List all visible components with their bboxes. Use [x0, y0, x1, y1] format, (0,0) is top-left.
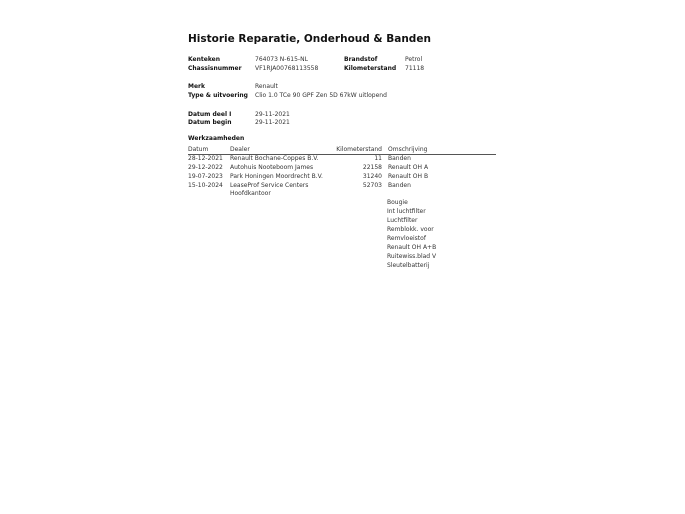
- row-description: Renault OH B: [388, 173, 429, 180]
- merk-value: Renault: [255, 83, 278, 90]
- list-item: Bougie: [387, 199, 408, 206]
- row-km: 22158: [362, 164, 382, 171]
- row-dealer: LeaseProf Service Centers Hoofdkantoor: [230, 182, 309, 197]
- list-item: Remblokk. voor: [387, 226, 434, 233]
- brandstof-label: Brandstof: [344, 56, 378, 63]
- list-item: Sleutelbatterij: [387, 262, 430, 269]
- page-title: Historie Reparatie, Onderhoud & Banden: [188, 33, 431, 45]
- section-title-werkzaamheden: Werkzaamheden: [188, 135, 245, 142]
- datum-deel-label: Datum deel I: [188, 111, 232, 118]
- kenteken-label: Kenteken: [188, 56, 220, 63]
- type-value: Clio 1.0 TCe 90 GPF Zen 5D 67kW uitlopend: [255, 92, 387, 99]
- table-row: [188, 182, 496, 198]
- datum-begin-value: 29-11-2021: [255, 119, 290, 126]
- row-date: 29-12-2022: [188, 164, 223, 171]
- datum-begin-label: Datum begin: [188, 119, 232, 126]
- row-description: Renault OH A: [388, 164, 429, 171]
- table-row: [188, 155, 496, 164]
- row-date: 15-10-2024: [188, 182, 223, 189]
- row-description: Banden: [388, 182, 411, 189]
- type-label: Type & uitvoering: [188, 92, 248, 99]
- row-km: 52703: [362, 182, 382, 189]
- brandstof-value: Petrol: [405, 56, 423, 63]
- list-item: Luchtfilter: [387, 217, 418, 224]
- list-item: Int luchtfilter: [387, 208, 426, 215]
- row-date: 19-07-2023: [188, 173, 223, 180]
- row-dealer: Renault Bochane-Coppes B.V.: [230, 155, 319, 162]
- header-datum: Datum: [188, 146, 209, 153]
- row-km: 11: [374, 155, 382, 162]
- row-dealer: Park Honingen Moordrecht B.V.: [230, 173, 323, 180]
- kenteken-value: 764073 N-615-NL: [255, 56, 308, 63]
- kilometerstand-value: 71118: [405, 65, 425, 72]
- table-row: [188, 173, 496, 182]
- header-kilometerstand: Kilometerstand: [336, 146, 382, 153]
- row-date: 28-12-2021: [188, 155, 223, 162]
- table-row: [188, 164, 496, 173]
- list-item: Renault OH A+B: [387, 244, 437, 251]
- chassis-value: VF1RJA00768113558: [255, 65, 319, 72]
- datum-deel-value: 29-11-2021: [255, 111, 290, 118]
- row-dealer: Autohuis Nooteboom James: [230, 164, 314, 171]
- header-dealer: Dealer: [230, 146, 250, 153]
- list-item: Ruitewiss.blad V: [387, 253, 437, 260]
- row-description: Banden: [388, 155, 411, 162]
- list-item: Remvloeistof: [387, 235, 426, 242]
- row-km: 31240: [362, 173, 382, 180]
- kilometerstand-label: Kilometerstand: [344, 65, 397, 72]
- merk-label: Merk: [188, 83, 205, 90]
- chassis-label: Chassisnummer: [188, 65, 242, 72]
- header-omschrijving: Omschrijving: [388, 146, 428, 153]
